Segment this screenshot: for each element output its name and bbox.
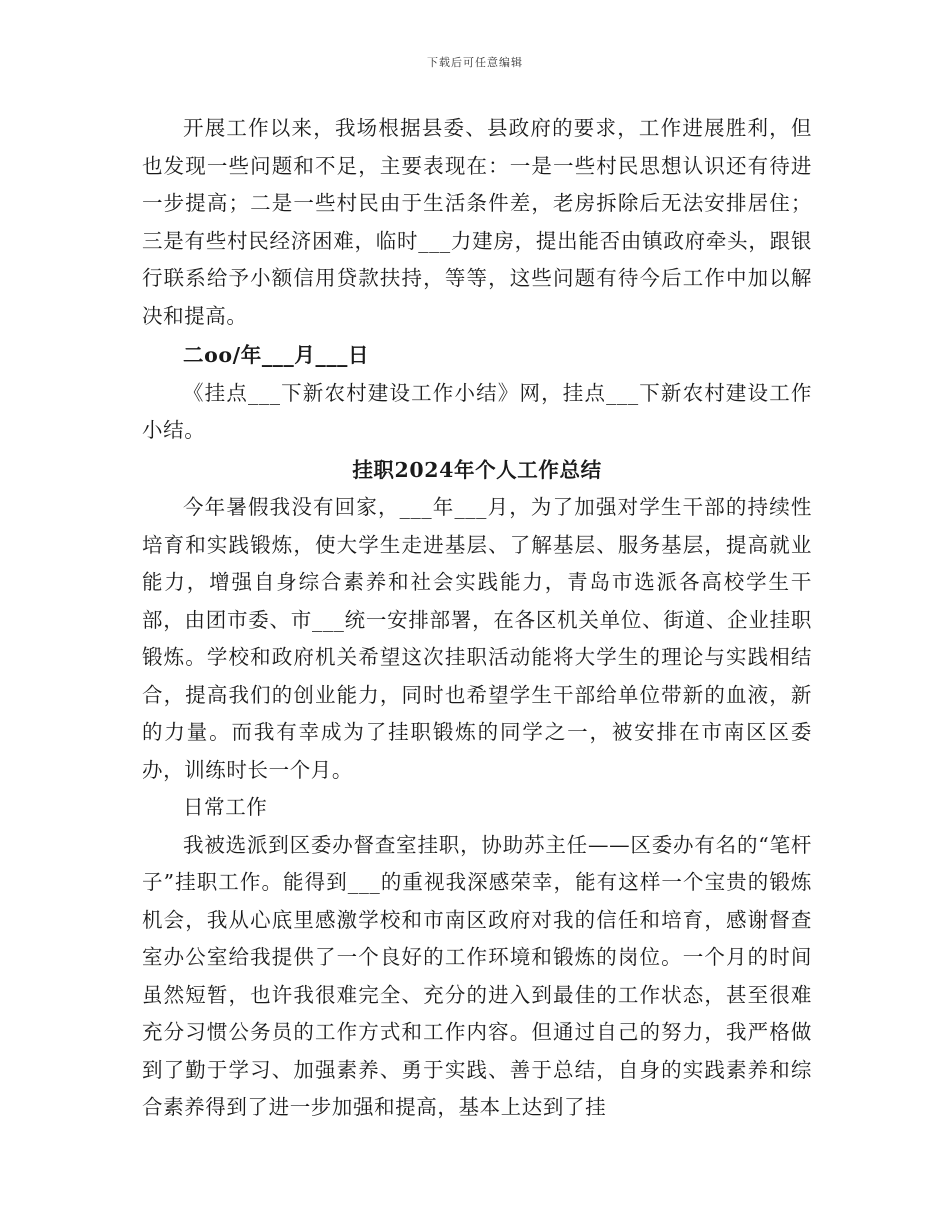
paragraph-problems: 开展工作以来，我场根据县委、县政府的要求，工作进展胜利，但也发现一些问题和不足，主要表现在：一是一些村民思想认识还有待进一步提高；二是一些村民由于生活条件差，老房拆除后无法安排居住；三是有些村民经济困难，临时___力建房，提出能否由镇政府牵头，跟银行联系给予小额信用贷款扶持，等等，这些问题有待今后工作中加以解决和提高。 — [142, 116, 812, 328]
section-title: 挂职2024年个人工作总结 — [352, 457, 602, 482]
source-line: 《挂点___下新农村建设工作小结》网，挂点___下新农村建设工作小结。 — [142, 380, 812, 442]
paragraph-intro: 今年暑假我没有回家，___年___月，为了加强对学生干部的持续性培育和实践锻炼，使大学生走进基层、了解基层、服务基层，提高就业能力，增强自身综合素养和社会实践能力，青岛市选派各高校学生干部，由团市委、市___统一安排部署，在各区机关单位、街道、企业挂职锻炼。学校和政府机关希望这次挂职活动能将大学生的理论与实践相结合，提高我们的创业能力，同时也希望学生干部给单位带新的血液，新的力量。而我有幸成为了挂职锻炼的同学之一，被安排在市南区区委办，训练时长一个月。 — [142, 495, 812, 782]
page-header-note: 下载后可任意编辑 — [427, 56, 523, 69]
document-body — [142, 110, 812, 1127]
paragraph-daily-work: 我被选派到区委办督查室挂职，协助苏主任——区委办有名的“笔杆子”挂职工作。能得到___的重视我深感荣幸，能有这样一个宝贵的锻炼机会，我从心底里感激学校和市南区政府对我的信任和培育，感谢督查室办公室给我提供了一个良好的工作环境和锻炼的岗位。一个月的时间虽然短暂，也许我很难完全、充分的进入到最佳的工作状态，甚至很难充分习惯公务员的工作方式和工作内容。但通过自己的努力，我严格做到了勤于学习、加强素养、勇于实践、善于总结，自身的实践素养和综合素养得到了进一步加强和提高，基本上达到了挂 — [142, 832, 812, 1119]
date-line: 二oo/年___月___日 — [183, 343, 370, 367]
subheading-daily-work: 日常工作 — [183, 795, 268, 819]
